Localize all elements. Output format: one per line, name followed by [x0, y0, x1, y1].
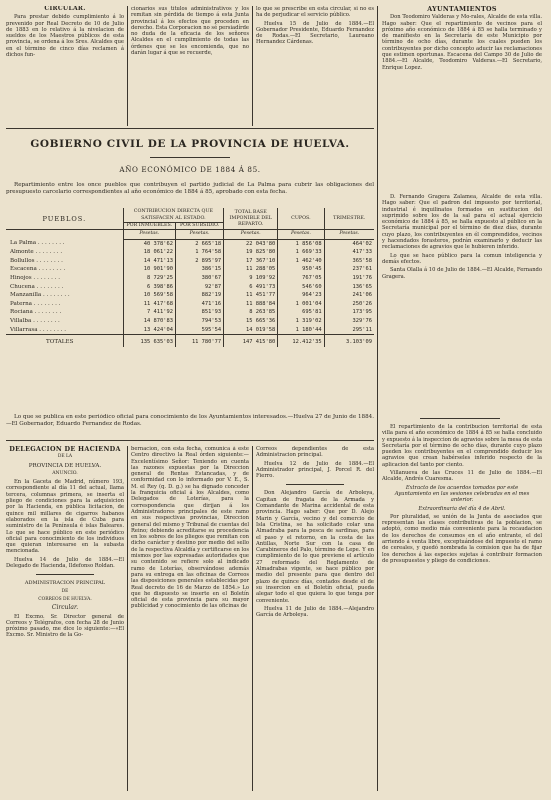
table-row — [6, 248, 374, 257]
correos-heading: ADMINISTRACION PRINCIPAL — [24, 580, 106, 587]
total-cell: 9 109'92 — [224, 274, 278, 283]
circular-label: Circular. — [51, 604, 79, 612]
right-column-divider — [377, 6, 378, 791]
cupo-cell: 546'60 — [278, 283, 324, 292]
pueblo-cell: Rociana . . . . . . . . — [10, 309, 62, 316]
total-cell: 8 263'85 — [224, 308, 278, 317]
unit-label: Pesetas. — [324, 230, 374, 240]
total-header: TOTAL BASE IMPONIBLE DEL REPARTO. — [224, 208, 278, 230]
table-row — [6, 274, 374, 283]
gobierno-intro — [6, 182, 374, 206]
total-cell: 11 451'77 — [224, 291, 278, 300]
table-row — [6, 283, 374, 292]
circular-heading: CIRCULAR. — [44, 6, 86, 12]
subsidio-cell: 2 665'18 — [175, 239, 223, 248]
contrib-header: CONTRIBUCION DIRECTA QUE SATISFACEN AL ESTADO. — [123, 208, 224, 223]
inmuebles-cell: 11 417'68 — [123, 300, 175, 309]
inmuebles-cell: 40 378'62 — [123, 239, 175, 248]
total-trimestre: 3.103'09 — [324, 335, 374, 347]
title-rule — [6, 128, 374, 129]
separator-rule — [286, 484, 344, 485]
santa-olalla-signature: Santa Olalla á 10 de Julio de 1884.—El Alcalde, Fernando Gragera. — [382, 267, 542, 280]
trimestre-cell: 250'26 — [324, 300, 374, 309]
cupo-cell: 767'05 — [278, 274, 324, 283]
trimestre-cell: 295'11 — [324, 326, 374, 335]
delegacion-signature: Huelva 14 de Julio de 1884.—El Delegado de Hacienda, Ildefonso Roldan. — [6, 556, 124, 570]
subsidio-cell: 386'15 — [175, 265, 223, 274]
pueblo-cell: Escacena . . . . . . . . — [10, 266, 66, 273]
total-inmuebles: 135 635'03 — [123, 335, 175, 347]
subsidio-cell: 882'19 — [175, 291, 223, 300]
subsidio-cell: 851'93 — [175, 308, 223, 317]
inmuebles-cell: 10 901'90 — [123, 265, 175, 274]
extraordinaria-heading: Extraordinaria del día 4 de Abril. — [418, 505, 506, 512]
correos-name: CORREOS DE HUELVA. — [38, 596, 92, 602]
cupo-cell: 1 319'02 — [278, 317, 324, 326]
subsidio-cell: 595'54 — [175, 326, 223, 335]
cupo-cell: 695'81 — [278, 308, 324, 317]
circular-column-2 — [131, 6, 249, 124]
delegacion-heading: DELEGACION DE HACIENDA — [9, 446, 121, 453]
gobierno-footer-text: Lo que se publica en este periódico oficial para conocimiento de los Ayuntamientos interesados.—Huelva 27 de Junio de 1884.—El Gobernador, Eduardo Fernandez de Rodas. — [6, 414, 374, 427]
circular-text-3: lo que se prescribe en esta circular, si no es ha de perjudicar el servicio público. — [256, 6, 374, 19]
inmuebles-cell: 8 729'25 — [123, 274, 175, 283]
pueblo-cell: Villalba . . . . . . . . — [10, 317, 60, 324]
anuncio-heading: ANUNCIO. — [52, 470, 78, 476]
circular-text-1: Para prestar debido cumplimiento á lo prevenido por Real Decreto de 10 de Julio de 1883 en lo relativo á la nivelacion de sueldos de los Maestros públicos de esta provincia, se ordena á los Sres. Alcaldes que en el término de cinco días reclamen á dichos fun- — [6, 14, 124, 59]
total-cell: 17 367'10 — [224, 257, 278, 266]
total-cell: 14 019'58 — [224, 326, 278, 335]
cupo-cell: 1 856'08 — [278, 239, 324, 248]
gobierno-footer — [6, 414, 374, 434]
total-cell: 15 665'36 — [224, 317, 278, 326]
unit-label: Pesetas. — [278, 230, 324, 240]
marina-signature: Huelva 11 de Julio de 1884.—Alejandro García de Arboleya. — [256, 605, 374, 619]
totals-row — [6, 335, 374, 347]
trimestre-cell: 464'02 — [324, 239, 374, 248]
separator-rule — [420, 418, 500, 419]
cupo-cell: 950'45 — [278, 265, 324, 274]
column-divider — [252, 446, 253, 791]
delegacion-sub: DE LA — [57, 454, 73, 460]
circular-signature: Huelva 15 de Julio de 1884.—El Gobernador Presidente, Eduardo Fernandez de Rodas.—El Secretario, Laureano Hernandez Cárdenas. — [256, 20, 374, 46]
unit-label: Pesetas. — [224, 230, 278, 240]
total-subsidio: 11 780'77 — [175, 335, 223, 347]
total-cell: 11 888'84 — [224, 300, 278, 309]
section-rule — [6, 440, 374, 441]
loterias-column — [131, 446, 249, 794]
trimestre-cell: 417'33 — [324, 248, 374, 257]
circular-column-1 — [6, 6, 124, 124]
column-divider — [127, 446, 128, 791]
cupo-cell: 1 001'04 — [278, 300, 324, 309]
total-cell: 19 825'80 — [224, 248, 278, 257]
trimestre-cell: 191'76 — [324, 274, 374, 283]
delegacion-province: PROVINCIA DE HUELVA. — [28, 462, 102, 469]
pueblo-cell: Paterna . . . . . . . . — [10, 300, 61, 307]
inmuebles-cell: 10 569'58 — [123, 291, 175, 300]
cupos-header: CUPOS. — [278, 208, 324, 230]
subsidio-cell: 2 895'97 — [175, 257, 223, 266]
delegacion-text: En la Gaceta de Madrid, número 193, correspondiente al día 11 del actual, llama tercera, columnas primera, se inserta el pliego de condiciones para la adquisicion por la Hacienda, en pública licitacion, de quince mil millares de cigarros habanos elaborados en la isla de Cuba para suministro de la Península é islas Baleares. Lo que se hace público en este periódico oficial para conocimiento de los individuos que quieran interesarse en la subasta mencionada. — [6, 479, 124, 555]
correos-signature: Huelva 12 de Julio de 1884.—El Administrador principal, J. Porcel R. del Fierro. — [256, 460, 374, 480]
villanueva-signature: Villanueva de las Cruces 11 de Julio de 1884.—El Alcalde, Andrés Cuaresma. — [382, 470, 542, 483]
pueblo-cell: Hinojos . . . . . . . . — [10, 274, 61, 281]
cupo-cell: 1 462'40 — [278, 257, 324, 266]
total-cell: 22 043'80 — [224, 239, 278, 248]
marina-column — [256, 446, 374, 794]
inmuebles-header: POR INMUEBLES. — [123, 223, 175, 230]
table-row — [6, 265, 374, 274]
separator-rule — [36, 574, 94, 575]
trimestre-cell: 237'61 — [324, 265, 374, 274]
title-underline — [150, 157, 230, 158]
table-row — [6, 300, 374, 309]
santa-olalla-text-2: Lo que se hace público para la comun inteligencia y demás efectos. — [382, 252, 542, 265]
santa-olalla-notice — [382, 194, 542, 419]
gobierno-subtitle: AÑO ECONÓMICO DE 1884 Á 85. — [119, 165, 261, 174]
inmuebles-cell: 14 870'83 — [123, 317, 175, 326]
correos-sub: DE — [61, 588, 69, 594]
table-row — [6, 257, 374, 266]
table-row — [6, 317, 374, 326]
subsidio-cell: 471'16 — [175, 300, 223, 309]
inmuebles-cell: 13 424'04 — [123, 326, 175, 335]
subsidio-cell: 794'53 — [175, 317, 223, 326]
trimestre-cell: 241'06 — [324, 291, 374, 300]
repartimiento-table — [6, 208, 374, 347]
pueblo-cell: Almonte . . . . . . . . — [10, 249, 63, 256]
trimestre-cell: 173'95 — [324, 308, 374, 317]
marina-text: Don Alejandro García de Arboleya, Capitan de fragata de la Armada y Comandante de Marina accidental de esta provincia. Hago saber: Que por D. Alejo Marin y García, vecino y del comercio de Isla Cristina, se ha solicitado colar una Almadraba para la pesca de sardinas, para el paso y el retorno, en la costa de las Antillas, Norte Sur con la casa de Carabineros del Palo, término de Lepe. Y en cumplimiento de lo que previene el artículo 27 reformado del Reglamento de Almadrabas vigente, se hace público por medio del presente para que dentro del plazo de quince días, contados desde el de su insercion en el Boletín oficial, pueda alegar todo el que quiera lo que tenga por conveniente. — [256, 490, 374, 604]
delegacion-column — [6, 446, 124, 794]
correos-text: El Excmo. Sr. Director general de Correos y Telégrafos, con fecha 28 de Junio próximo pasado, me dice lo siguiente:—«El Excmo. Sr. Ministro de la Go- — [6, 613, 124, 639]
table-row — [6, 291, 374, 300]
pueblo-cell: La Palma . . . . . . . . — [10, 240, 65, 247]
cupo-cell: 964'23 — [278, 291, 324, 300]
total-cell: 11 288'05 — [224, 265, 278, 274]
trimestre-cell: 136'65 — [324, 283, 374, 292]
total-cupo: 12.412'35 — [278, 335, 324, 347]
total-base: 147 415'80 — [224, 335, 278, 347]
unit-label: Pesetas. — [175, 230, 223, 240]
ayuntamientos-column — [382, 6, 542, 186]
ayuntamientos-heading: AYUNTAMIENTOS — [427, 6, 497, 13]
inmuebles-cell: 6 398'86 — [123, 283, 175, 292]
trimestre-header: TRIMESTRE. — [324, 208, 374, 230]
santa-olalla-text: D. Fernando Gragera Zalamea, Alcalde de esta villa. Hago saber: Que el padron del impuesto por territorial, industrial é inquilinatos formados en sustitucion del suprimido sobre los de la sal para el actual ejercicio económico de 1884 á 85, se halla expuesto al público en la Secretaría municipal por el término de diez días, durante cuyo plazo, los contribuyentes en él comprendidos, vecinos y hacendados forasteros, podrán examinarlo y deducir las reclamaciones de agravios que le hubieren inferido. — [382, 194, 542, 251]
subsidio-cell: 380'67 — [175, 274, 223, 283]
pueblos-header: PUEBLOS. — [6, 208, 123, 230]
unit-label: Pesetas. — [123, 230, 175, 240]
totals-label: TOTALES — [6, 335, 123, 347]
subsidio-cell: 1 764'58 — [175, 248, 223, 257]
table-row — [6, 239, 374, 248]
gobierno-title: GOBIERNO CIVIL DE LA PROVINCIA DE HUELVA. — [30, 138, 350, 150]
total-cell: 6 491'73 — [224, 283, 278, 292]
column-divider — [252, 6, 253, 126]
trimestre-cell: 329'76 — [324, 317, 374, 326]
pueblo-cell: Manzanilla . . . . . . . . — [10, 292, 70, 299]
inmuebles-cell: 7 411'92 — [123, 308, 175, 317]
gobierno-intro-text: Repartimiento entre los once pueblos que contribuyen el partido judicial de La Palma para cubrir las obligaciones del presupuesto carcelario correspondientes al año económico de 1884 á 85, aprobado con esta fecha. — [6, 182, 374, 195]
villanueva-text: El repartimiento de la contribucion territorial de esta villa para el año económico de 1884 á 85 se halla concluido y expuesto á la inspeccion de agravios sobre la mesa de esta Secretaría por el término de ocho días, durante cuyo plazo pueden los contribuyentes en el comprendido deducir los agravios que crean habérseles inferido respecto de la aplicacion del tanto por ciento. — [382, 424, 542, 468]
extracto-text: Por pluralidad, se unión de la Junta de asociados que representan las clases contributivas de la poblacion, se adoptó, como medio más conveniente para la recaudacion de los derechos de consumos en el año entrante, el del arriendo á venta libre, exceptuándose del impuesto el ramo de cereales, y quedó nombrada la comision que ha de fijar los derechos á las especies sujetas á contribuir formacion de presupuestos y pliego de condiciones. — [382, 513, 542, 564]
subsidio-cell: 92'87 — [175, 283, 223, 292]
pueblo-cell: Chucena . . . . . . . . — [10, 283, 64, 290]
circular-text-2: cionarios sus títulos administrativos y los remitan sin pérdida de tiempo á esta Junta provincial á los efectos que proceden en derecho. Esta Corporacion no sé persiadírde no duda de la eficacia de los señores Alcaldes en el cumplimiento de todas las órdenes que se les encomienda, que no darán lugar á que se recuerde, — [131, 6, 249, 57]
ayuntamientos-text-1: Don Teodomiro Valderas y Mo-rales, Alcalde de esta villa. Hago saber: Que el repartimiento de vecinos para el próximo año económico de 1884 á 85 se halla terminado y de manifiesto en la Secretaría de este Municipio por término de ocho días, durante los cuales pueden los contribuyentes por dicho concepto aducir las reclamaciones que estimen oportunas. Escacena del Campo 30 de Julio de 1884.—El Alcalde, Teodomiro Valderas.—El Secretario, Enrique Lopez. — [382, 14, 542, 71]
inmuebles-cell: 18 061'22 — [123, 248, 175, 257]
pueblo-cell: Bollullos . . . . . . . . — [10, 257, 63, 264]
inmuebles-cell: 14 471'13 — [123, 257, 175, 266]
correos-continuation: Correos dependientes de esta Administracion principal. — [256, 446, 374, 459]
cupo-cell: 1 669'33 — [278, 248, 324, 257]
cupo-cell: 1 180'44 — [278, 326, 324, 335]
table-row — [6, 308, 374, 317]
subsidio-header: POR SUBSIDIO. — [175, 223, 223, 230]
extracto-heading: Extracto de los acuerdos tomados por este Ayuntamiento en las sesiones celebradas en el mes anterior. — [394, 484, 530, 504]
villanueva-notice — [382, 424, 542, 794]
pueblo-cell: Villarrasa . . . . . . . . — [10, 326, 66, 333]
column-divider — [127, 6, 128, 126]
circular-column-3 — [256, 6, 374, 124]
trimestre-cell: 365'58 — [324, 257, 374, 266]
table-row — [6, 326, 374, 335]
loterias-text: bernacion, con esta fecha, comunica á este Centro directivo la Real órden siguiente:—Excelentísimo Señor: Teniendo en cuenta las razones expuestas por la Direccion general de Rentas Estancadas, y de conformidad con lo informado por V. E., S. M. el Rey (q. D. g.) se ha dignado conceder la franquicia oficial á los Alcaldes, como Delegados de Loterías, para la correspondencia que dirijan á los Administradores principales de este ramo en sus respectivas provincias, Direccion general del mismo y Tribunal de cuentas del Reino; debiendo acreditarse su procedencia en los sobres de los pliegos que remitan con dicho carácter y destino por medio del sello de la respectiva Alcaldía y certificarse en los mismos por las expresadas autoridades que su contenido se refiere solo al indicado ramo de Loterías, observándose además para su entrega en las oficinas de Correos las disposiciones generales establecidas por Real decreto de 16 de Marzo de 1854.» Lo que he dispuesto se inserte en el Boletín oficial de esta provincia para su mayor publicidad y conocimiento de las oficinas de — [131, 446, 249, 610]
